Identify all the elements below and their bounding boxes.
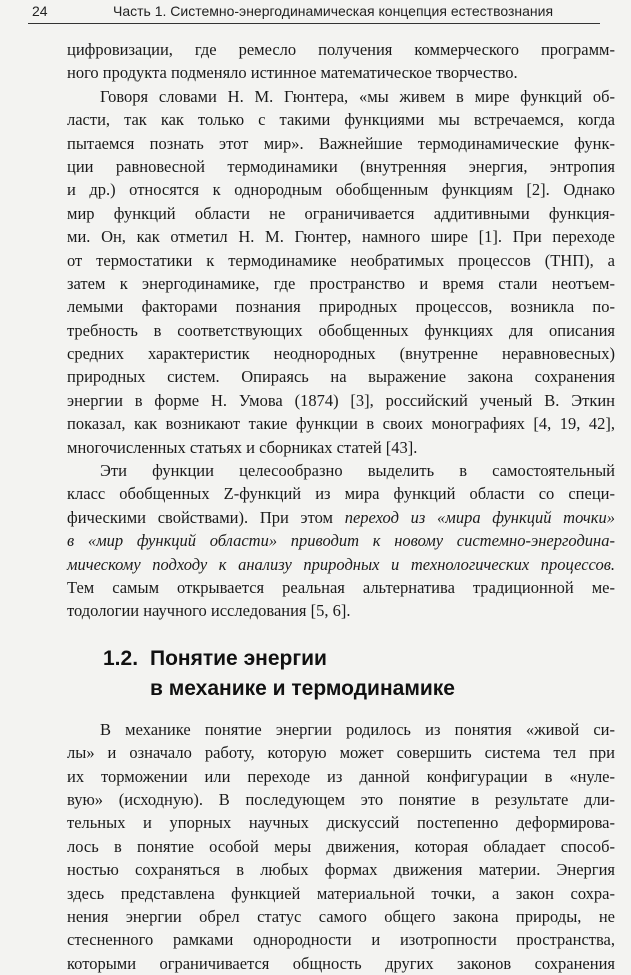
- text-line: ного продукта подменяло истинное математическое творчество.: [67, 63, 518, 83]
- text-line: класс обобщенных Z-функций из мира функций области со специ-: [67, 484, 615, 504]
- italic-text: мическому подходу к анализу природных и технологических процессов.: [67, 554, 615, 574]
- section-heading: [67, 644, 615, 704]
- paragraph-3: [67, 459, 615, 623]
- paragraph-4: [67, 718, 615, 975]
- header-rule: [28, 23, 600, 24]
- text-line: средних характеристик неоднородных (внутренне неравновесных): [67, 344, 615, 364]
- page-body: [67, 38, 615, 975]
- text-line: здесь представлена функцией материальной точки, а закон сохра-: [67, 883, 615, 903]
- text-line: Говоря словами Н. М. Гюнтера, «мы живем в мире функций об-: [100, 86, 615, 106]
- running-title: Часть 1. Системно-энергодинамическая концепция естествознания: [113, 3, 554, 19]
- text-segment: в «: [67, 531, 97, 551]
- text-line: энергии в форме Н. Умова (1874) [3], российский ученый В. Эткин: [67, 390, 615, 410]
- text-line: Тем самым открывается реальная альтернатива традиционной ме-: [67, 577, 615, 597]
- text-line: лемыми факторами познания природных процессов, возникла по-: [67, 297, 615, 317]
- text-line: показал, как возникают такие функции в своих монографиях [4, 19, 42],: [67, 414, 615, 434]
- text-line: ции равновесной термодинамики (внутренняя энергия, энтропия: [67, 156, 615, 176]
- text-line: пытаемся познать этот мир». Важнейшие термодинамические функ-: [67, 133, 615, 153]
- text-line: тодологии научного исследования [5, 6].: [67, 601, 351, 621]
- text-line: их торможении или переходе из данной конфигурации в «нуле-: [67, 766, 615, 786]
- italic-text: мир функций области» приводит к новому системно-энергодина-: [96, 531, 615, 551]
- section-title-line-1: Понятие энергии: [150, 646, 327, 670]
- italic-text: переход из «мира функций точки»: [344, 507, 615, 527]
- text-line: и др.) относятся к однородным обобщенным функциям [2]. Однако: [67, 180, 615, 200]
- text-line: ласти, так как только с такими функциями мы встречаемся, когда: [67, 110, 615, 130]
- text-line: [67, 529, 615, 552]
- text-line: от термостатики к термодинамике необратимых процессов (ТНП), а: [67, 250, 615, 270]
- text-line: ми. Он, как отметил Н. М. Гюнтер, намного шире [1]. При переходе: [67, 227, 615, 247]
- text-line: нения энергии обрел статус самого общего закона природы, не: [67, 906, 615, 926]
- text-line: ностью сохраняться в любых формах движения материи. Энергия: [67, 860, 615, 880]
- text-line: [67, 506, 615, 529]
- text-segment: фическими свойствами). При этом: [67, 507, 345, 527]
- paragraph-1: [67, 38, 615, 85]
- text-line: затем к энергодинамике, где пространство и время стали неотъем-: [67, 273, 615, 293]
- text-line: лы» и означало работу, которую может совершить система тел при: [67, 743, 615, 763]
- text-line: которыми ограничивается общность других законов сохранения: [67, 953, 615, 973]
- text-line: многочисленных статьях и сборниках статей [43].: [67, 437, 418, 457]
- text-line: вую» (исходную). В последующем это понятие в результате дли-: [67, 789, 615, 809]
- text-line: стесненного рамками однородности и изотропности пространства,: [67, 930, 615, 950]
- section-number: 1.2.: [103, 646, 139, 670]
- section-title-line-2: в механике и термодинамике: [150, 676, 455, 700]
- text-line: требность в соответствующих обобщенных функциях для описания: [67, 320, 615, 340]
- paragraph-2: [67, 85, 615, 459]
- text-line: мир функций области не ограничивается аддитивными функция-: [67, 203, 615, 223]
- text-line: цифровизации, где ремесло получения коммерческого программ-: [67, 40, 615, 59]
- text-line: природных систем. Опираясь на выражение закона сохранения: [67, 367, 615, 387]
- text-line: лось в понятие особой меры движения, которая обладает способ-: [67, 836, 615, 856]
- text-line: В механике понятие энергии родилось из понятия «живой си-: [100, 719, 615, 739]
- page-number: 24: [32, 3, 48, 19]
- text-line: Эти функции целесообразно выделить в самостоятельный: [100, 461, 615, 481]
- running-header: [0, 0, 631, 24]
- text-line: тельных и упорных научных дискуссий постепенно деформирова-: [67, 813, 615, 833]
